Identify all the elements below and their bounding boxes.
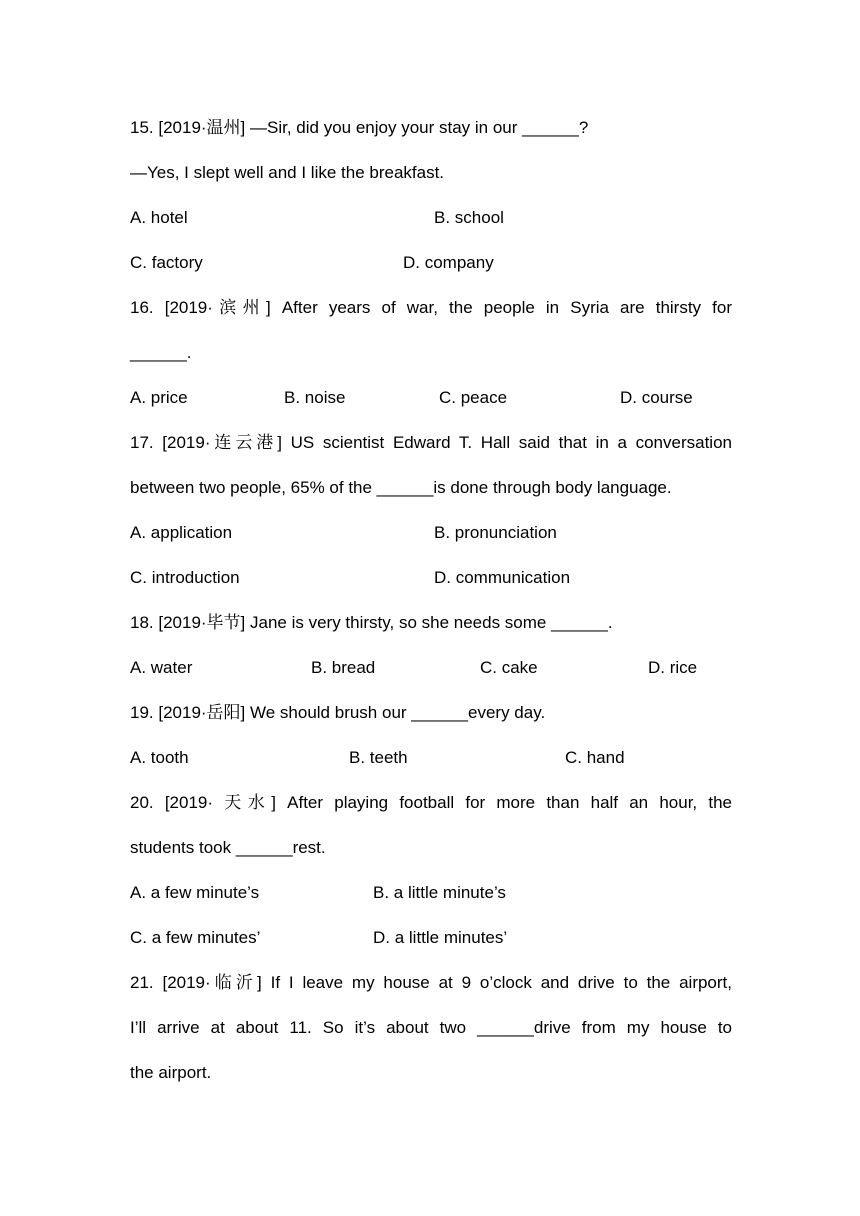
q20-stem-line2: students took ______rest.	[130, 838, 326, 857]
q20-option-b: B. a little minute’s	[373, 883, 506, 902]
q16-stem-line2: ______.	[130, 343, 192, 362]
q17-option-b: B. pronunciation	[434, 523, 557, 542]
q16-stem-line1: 16. [2019·滨州] After years of war, the people in Syria are thirsty for	[130, 298, 732, 317]
q21-stem-line1: 21. [2019·临沂] If I leave my house at 9 o’clock and drive to the airport,	[130, 973, 732, 992]
q17-stem-line1: 17. [2019·连云港] US scientist Edward T. Hall said that in a conversation	[130, 433, 732, 452]
q19-option-c: C. hand	[565, 748, 625, 767]
q21-stem-line2: I’ll arrive at about 11. So it’s about two ______drive from my house to	[130, 1018, 732, 1037]
q18-option-c: C. cake	[480, 658, 538, 677]
q18-stem-line1: 18. [2019·毕节] Jane is very thirsty, so she needs some ______.	[130, 613, 613, 632]
q15-option-c: C. factory	[130, 253, 203, 272]
q16-option-d: D. course	[620, 388, 693, 407]
q17-option-a: A. application	[130, 523, 233, 542]
q18-option-b: B. bread	[311, 658, 376, 677]
q19-option-b: B. teeth	[349, 748, 408, 767]
q15-option-a: A. hotel	[130, 208, 188, 227]
q16-option-b: B. noise	[284, 388, 346, 407]
q15-option-b: B. school	[434, 208, 504, 227]
q15-stem-line2: —Yes, I slept well and I like the breakfast.	[130, 163, 445, 182]
q18-option-d: D. rice	[648, 658, 698, 677]
q16-option-c: C. peace	[439, 388, 508, 407]
q21-stem-line3: the airport.	[130, 1063, 212, 1082]
q17-option-d: D. communication	[434, 568, 571, 587]
q20-option-a: A. a few minute’s	[130, 883, 260, 902]
q17-option-c: C. introduction	[130, 568, 240, 587]
q20-stem-line1: 20. [2019· 天水] After playing football for more than half an hour, the	[130, 793, 732, 812]
q15-option-d: D. company	[403, 253, 494, 272]
q15-stem-line1: 15. [2019·温州] —Sir, did you enjoy your stay in our ______?	[130, 118, 589, 137]
q20-option-d: D. a little minutes’	[373, 928, 508, 947]
q18-option-a: A. water	[130, 658, 193, 677]
q16-option-a: A. price	[130, 388, 188, 407]
q17-stem-line2: between two people, 65% of the ______is done through body language.	[130, 478, 672, 497]
q20-option-c: C. a few minutes’	[130, 928, 261, 947]
q19-option-a: A. tooth	[130, 748, 189, 767]
q19-stem-line1: 19. [2019·岳阳] We should brush our ______every day.	[130, 703, 546, 722]
